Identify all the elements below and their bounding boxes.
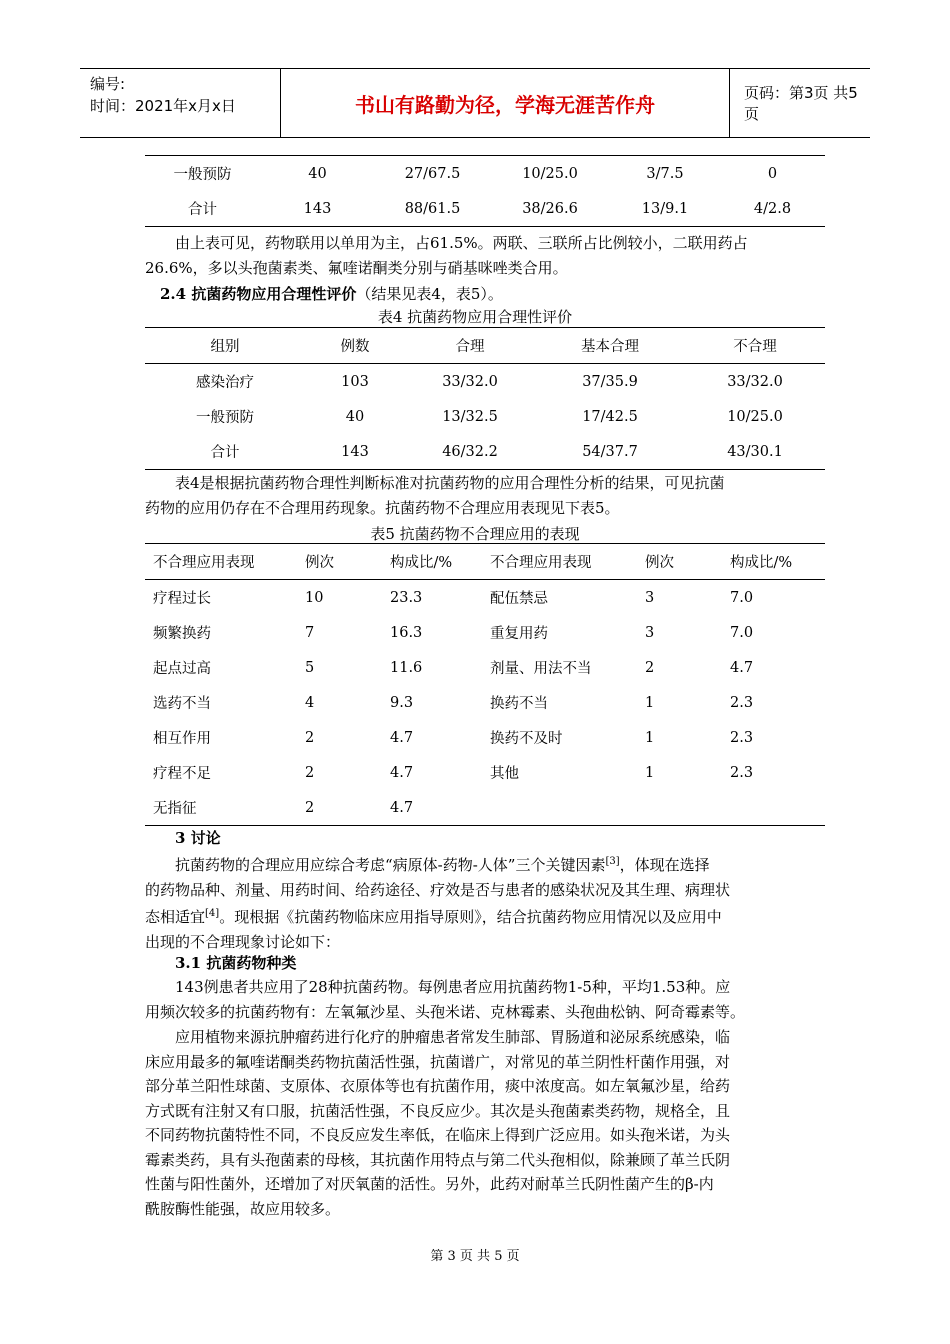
section-3-heading: 3 讨论 <box>175 829 221 847</box>
table-cell: 选药不当 <box>153 696 211 712</box>
table-cell: 37/35.9 <box>582 373 638 390</box>
table-cell: 相互作用 <box>153 731 211 747</box>
table-row <box>145 580 825 616</box>
table-cell: 2 <box>305 729 315 746</box>
table-cell: 0 <box>767 165 778 182</box>
table-row <box>145 399 825 434</box>
text-line: 用频次较多的抗菌药物有：左氧氟沙星、头孢米诺、克林霉素、头孢曲松钠、阿奇霉素等。 <box>145 1002 746 1021</box>
text-line: 方式既有注射又有口服，抗菌活性强，不良反应少。其次是头孢菌素类药物，规格全，且 <box>145 1101 731 1120</box>
table-header-row <box>145 328 825 364</box>
table-cell: 2.3 <box>730 729 754 746</box>
section-2-4-heading <box>160 282 840 307</box>
column-header: 不合理应用表现 <box>153 555 255 571</box>
column-header: 合理 <box>455 339 485 355</box>
paragraph-4 <box>145 975 825 1024</box>
table-row <box>145 156 825 192</box>
table-cell <box>645 790 730 826</box>
table-cell: 2.3 <box>730 764 754 781</box>
table-cell: 无指征 <box>153 801 197 817</box>
column-header: 例数 <box>340 339 370 355</box>
table-row <box>145 650 825 685</box>
table-cell: 7 <box>305 624 315 641</box>
table4 <box>145 327 825 470</box>
column-header: 不合理应用表现 <box>490 555 592 571</box>
doc-date-label: 时间：2021年x月x日 <box>90 97 236 115</box>
table-cell: 换药不当 <box>490 696 548 712</box>
text-span: 。现根据《抗菌药物临床应用指导原则》，结合抗菌药物应用情况以及应用中 <box>219 908 722 926</box>
column-header: 例次 <box>645 555 674 571</box>
column-header: 构成比/% <box>730 555 793 571</box>
table-row <box>145 615 825 650</box>
table-cell: 54/37.7 <box>582 443 638 460</box>
table-cell: 剂量、用法不当 <box>490 661 592 677</box>
table-cell: 40 <box>345 408 365 425</box>
table-row <box>145 685 825 720</box>
table-cell: 一般预防 <box>196 410 254 426</box>
table-cell: 88/61.5 <box>404 200 461 217</box>
table-cell: 配伍禁忌 <box>490 591 548 607</box>
table-cell: 3 <box>645 624 655 641</box>
table-cell: 40 <box>308 165 327 182</box>
text-line: 酰胺酶性能强，故应用较多。 <box>145 1199 341 1218</box>
table-row <box>145 364 825 400</box>
header-meta <box>80 69 280 137</box>
table-cell: 23.3 <box>390 589 423 606</box>
table-cell: 疗程过长 <box>153 591 211 607</box>
page-header <box>80 68 870 138</box>
text-line: 出现的不合理现象讨论如下： <box>145 932 341 951</box>
table-row <box>145 755 825 790</box>
text-line <box>145 850 825 878</box>
text-line: 性菌与阳性菌外，还增加了对厌氧菌的活性。另外，此药对耐革兰氏阴性菌产生的β-内 <box>145 1175 714 1193</box>
table-cell: 13/9.1 <box>641 200 689 217</box>
table4-caption: 表4 抗菌药物应用合理性评价 <box>377 308 573 326</box>
table-cell: 4/2.8 <box>753 200 792 217</box>
section-title: 2.4 抗菌药物应用合理性评价 <box>160 285 357 303</box>
table-cell <box>490 790 645 826</box>
table-cell: 2.3 <box>730 694 754 711</box>
table-cell: 一般预防 <box>173 167 232 183</box>
table-cell: 17/42.5 <box>582 408 638 425</box>
citation-ref: [3] <box>605 856 620 867</box>
text-line: 表4是根据抗菌药物合理性判断标准对抗菌药物的应用合理性分析的结果，可见抗菌 <box>175 474 725 492</box>
table-cell: 换药不及时 <box>490 731 563 747</box>
table-row <box>145 191 825 227</box>
table-row <box>145 720 825 755</box>
column-header: 例次 <box>305 555 334 571</box>
table-cell: 4.7 <box>390 764 414 781</box>
table-header-row <box>145 544 825 580</box>
table-cell: 10 <box>305 589 324 606</box>
table-cell: 3/7.5 <box>646 165 684 182</box>
table-cell: 33/32.0 <box>727 373 783 390</box>
header-page-label: 页码：第3页 共5页 <box>744 84 858 123</box>
table-cell: 4 <box>305 694 315 711</box>
text-line: 霉素类药，具有头孢菌素的母核，其抗菌作用特点与第二代头孢相似，除兼顾了革兰氏阴 <box>145 1150 731 1169</box>
page-footer: 第 3 页 共 5 页 <box>430 1249 520 1264</box>
table3-continuation <box>145 155 825 227</box>
text-line: 的药物品种、剂量、用药时间、给药途径、疗效是否与患者的感染状况及其生理、病理状 <box>145 880 731 899</box>
table-cell: 7.0 <box>730 589 754 606</box>
table-cell: 43/30.1 <box>727 443 783 460</box>
section-note: （结果见表4，表5）。 <box>356 285 503 303</box>
table-cell: 感染治疗 <box>196 375 254 391</box>
table-cell: 7.0 <box>730 624 754 641</box>
table-cell: 4.7 <box>390 799 414 816</box>
table-cell: 46/32.2 <box>442 443 498 460</box>
paragraph-5 <box>145 1025 825 1221</box>
text-line: 药物的应用仍存在不合理用药现象。抗菌药物不合理应用表现见下表5。 <box>145 498 620 517</box>
table-cell: 4.7 <box>390 729 414 746</box>
table-cell: 1 <box>645 764 655 781</box>
table-cell: 1 <box>645 729 655 746</box>
text-line: 26.6%，多以头孢菌素类、氟喹诺酮类分别与硝基咪唑类合用。 <box>145 258 568 277</box>
text-span: 态相适宜 <box>145 908 206 926</box>
table-cell: 33/32.0 <box>442 373 498 390</box>
table-cell: 其他 <box>490 766 519 782</box>
table-cell: 10/25.0 <box>522 165 578 182</box>
text-line: 部分革兰阳性球菌、支原体、衣原体等也有抗菌作用，痰中浓度高。如左氧氟沙星，给药 <box>145 1077 731 1095</box>
table-cell: 5 <box>305 659 315 676</box>
text-line <box>145 902 825 930</box>
table-cell: 重复用药 <box>490 626 548 642</box>
doc-number-label: 编号: <box>90 75 126 93</box>
paragraph-2 <box>145 471 825 520</box>
table-cell: 103 <box>341 373 369 390</box>
table-cell: 起点过高 <box>153 661 211 677</box>
table-cell: 143 <box>303 200 332 217</box>
table-cell: 38/26.6 <box>522 200 578 217</box>
table-cell: 16.3 <box>390 624 423 641</box>
table-cell: 频繁换药 <box>153 626 211 642</box>
text-span: ，体现在选择 <box>619 856 710 874</box>
table-row <box>145 790 825 826</box>
table5-caption: 表5 抗菌药物不合理应用的表现 <box>370 525 580 543</box>
table-cell: 13/32.5 <box>442 408 498 425</box>
text-line: 不同药物抗菌特性不同，不良反应发生率低，在临床上得到广泛应用。如头孢米诺，为头 <box>145 1126 731 1144</box>
table-cell: 27/67.5 <box>404 165 461 182</box>
column-header: 基本合理 <box>581 339 639 355</box>
column-header: 构成比/% <box>390 555 453 571</box>
table-cell: 疗程不足 <box>153 766 211 782</box>
table-cell: 合计 <box>210 445 240 461</box>
table-cell: 11.6 <box>390 659 423 676</box>
column-header: 不合理 <box>733 339 777 355</box>
header-motto: 书山有路勤为径，学海无涯苦作舟 <box>280 69 730 137</box>
table-cell: 2 <box>305 764 315 781</box>
text-line: 床应用最多的氟喹诺酮类药物抗菌活性强，抗菌谱广，对常见的革兰阴性杆菌作用强，对 <box>145 1052 731 1071</box>
text-line: 应用植物来源抗肿瘤药进行化疗的肿瘤患者常发生肺部、胃肠道和泌尿系统感染，临 <box>175 1028 731 1046</box>
paragraph-3 <box>145 850 825 954</box>
text-line: 由上表可见，药物联用以单用为主，占61.5%。两联、三联所占比例较小，二联用药占 <box>175 234 748 252</box>
table-cell: 3 <box>645 589 655 606</box>
table-cell: 4.7 <box>730 659 754 676</box>
text-span: 抗菌药物的合理应用应综合考虑“病原体-药物-人体”三个关键因素 <box>175 856 606 874</box>
table-cell: 10/25.0 <box>727 408 783 425</box>
table-cell: 143 <box>341 443 369 460</box>
table-cell <box>730 790 825 826</box>
table-cell: 2 <box>645 659 655 676</box>
paragraph-1 <box>145 231 825 280</box>
table-row <box>145 434 825 470</box>
text-line: 143例患者共应用了28种抗菌药物。每例患者应用抗菌药物1-5种，平均1.53种。应 <box>175 978 731 996</box>
table-cell: 9.3 <box>390 694 414 711</box>
citation-ref: [4] <box>205 908 220 919</box>
column-header: 组别 <box>210 339 240 355</box>
table-cell: 1 <box>645 694 655 711</box>
section-3-1-heading: 3.1 抗菌药物种类 <box>175 954 297 972</box>
table-cell: 2 <box>305 799 315 816</box>
table-cell: 合计 <box>188 202 217 218</box>
table5 <box>145 543 825 826</box>
